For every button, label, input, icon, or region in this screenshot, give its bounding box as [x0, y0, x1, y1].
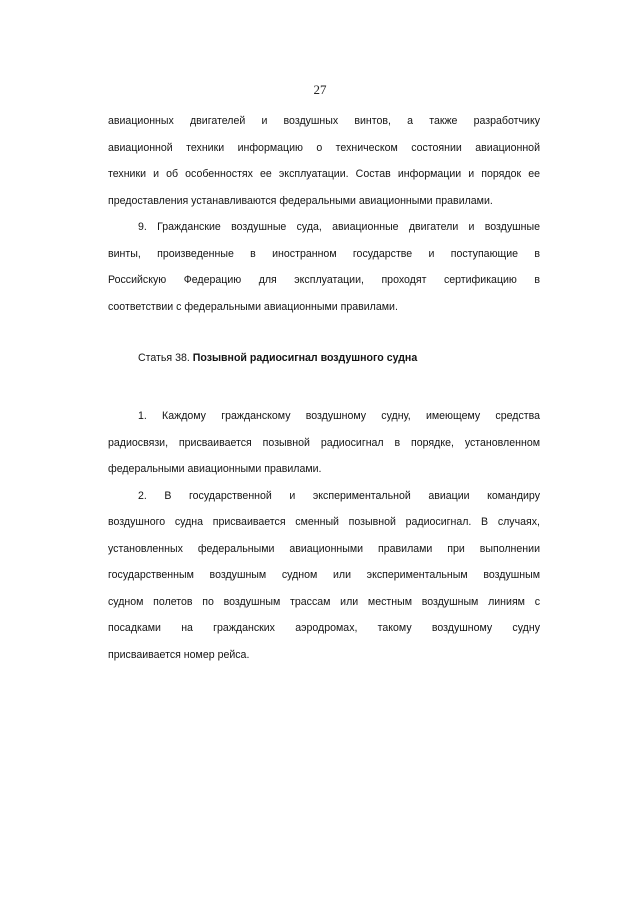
paragraph-block-article-38: [108, 403, 540, 668]
text-line: Российскую Федерацию для эксплуатации, проходят сертификацию в: [108, 274, 540, 286]
text-line: воздушного судна присваивается сменный позывной радиосигнал. В случаях,: [108, 516, 540, 528]
text-line: винты, произведенные в иностранном государстве и поступающие в: [108, 247, 540, 260]
text-line: предоставления устанавливаются федеральными авиационными правилами.: [108, 194, 493, 207]
text-line: авиационной техники информацию о техническом состоянии авиационной: [108, 141, 540, 154]
text-line: федеральными авиационными правилами.: [108, 463, 322, 475]
article-title: Позывной радиосигнал воздушного судна: [192, 352, 418, 364]
text-line: радиосвязи, присваивается позывной радиосигнал в порядке, установленном: [108, 436, 540, 449]
text-line: судном полетов по воздушным трассам или местным воздушным линиям с: [108, 595, 540, 608]
text-line: государственным воздушным судном или экспериментальным воздушным: [108, 569, 540, 581]
text-line: авиационных двигателей и воздушных винтов, а также разработчику: [108, 115, 540, 127]
text-line: 1. Каждому гражданскому воздушному судну, имеющему средства: [138, 410, 540, 422]
text-line: установленных федеральными авиационными правилами при выполнении: [108, 542, 540, 555]
page-number: 27: [313, 82, 327, 97]
text-line: 9. Гражданские воздушные суда, авиационные двигатели и воздушные: [138, 221, 540, 233]
text-line: 2. В государственной и экспериментальной авиации командиру: [138, 489, 540, 502]
article-label: Статья 38.: [138, 352, 190, 364]
text-line: соответствии с федеральными авиационными правилами.: [108, 300, 398, 313]
article-heading: [138, 352, 417, 364]
paragraph-block-continuation: [108, 108, 540, 320]
text-line: посадками на гражданских аэродромах, такому воздушному судну: [108, 622, 540, 634]
text-line: присваивается номер рейса.: [108, 648, 250, 661]
text-line: техники и об особенностях ее эксплуатации. Состав информации и порядок ее: [108, 168, 540, 180]
